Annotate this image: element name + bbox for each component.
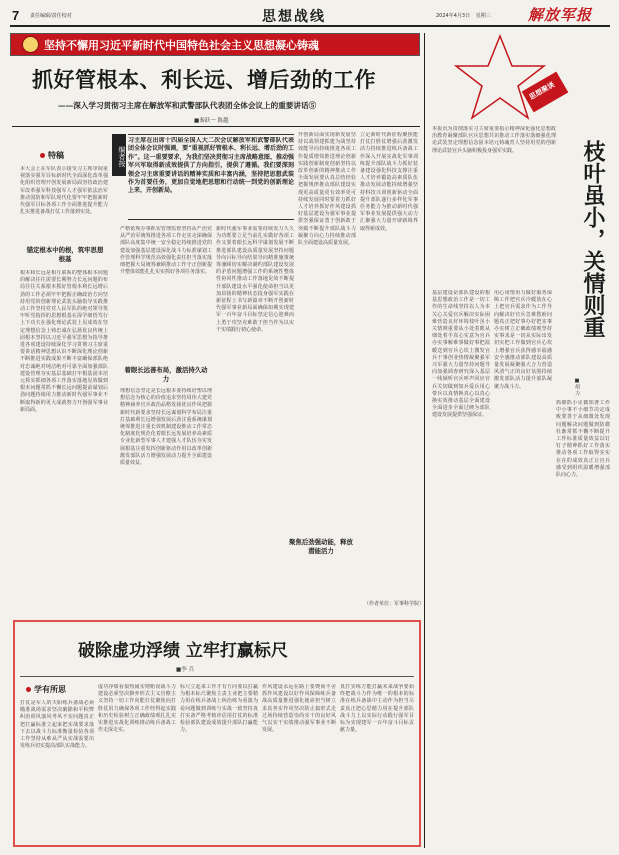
side-text-col3: 抓细抓小见微知著工作中小事不小细节决定成败要善于从细微处发现问题解决问题做到防微杜渐常抓不懈不断提升工作标准质量效益以钉钉子精神抓好工作落实推动各项工作取得实实在在的成效真正让官兵感受到组织温暖增强部队向心力。 — [556, 400, 610, 479]
banner-text: 坚持不懈用习近平新时代中国特色社会主义思想凝心铸魂 — [44, 39, 319, 52]
feature-text-col5: 真打实练方能打赢未来战争要始终把战斗力作为唯一的根本的标准在练兵备战中主动作为担当尽责真正把心思精力用在提升部队战斗力上以实际行动践行强军目标为实现建军一百年奋斗目标贡献力量。 — [340, 684, 414, 734]
feature-rule — [20, 676, 414, 677]
side-star-emblem — [440, 32, 560, 122]
feature-section-label — [26, 684, 66, 695]
lead-text-col2-bottom: 理想信念坚定是长远根本要持续培塑以理想信念为核心的价值追求坚持用伟大建党精神涵养官兵政治品格发扬优良作风把握新时代新要求坚持长远谋划科学布局注重打基础利长远增强发展后劲注重系统谋划统筹推进注重长效机制建设推动工作常态化制度化规范化着眼长远发展培养高素质专业化新型军事人才建强人才队伍夯实发展根基注重发挥创新驱动作用以改革创新激发部队活力增强发展动力提升全面建设质量效益。 — [120, 388, 212, 467]
lead-source-note: （作者单位：军事科学院） — [364, 601, 425, 607]
right-column-divider — [424, 33, 425, 848]
masthead-logo: 解放军报 — [528, 6, 593, 24]
lead-quote-text: 习主席在出席十四届全国人大二次会议解放军和武警部队代表团全体会议时强调，要“重视抓好管根本、利长远、增后劲的工作”。这一重要要求，为我们坚决贯彻习主席战略意图、推动强军兴军取得新成效提供了方向指引，提供了遵循。我们要深刻领会习主席重要讲话的精神实质和丰富内涵，坚持把思想武装作为首要任务，更加自觉地把思想和行动统一到党的创新理论上来，开创新局。 — [128, 137, 294, 195]
side-banner-text: 思想聚谈 — [527, 79, 557, 102]
editor-note-label — [112, 134, 126, 176]
side-text-top: 本报讯为贯彻落实习主席重要指示精神深化强化思想政治教育凝聚部队官兵思想共识推动工作落实落细强化理论武装坚定理想信念固本培元铸魂育人坚持用党的创新理论武装官兵头脑积极投身强军实践。 — [432, 126, 556, 154]
lead-heading-2: 着眼长远善布局，激活持久动力 — [124, 366, 208, 383]
lead-heading-3: 聚焦后劲强动能，释放潜能活力 — [289, 538, 353, 555]
special-label-text: 特稿 — [48, 151, 64, 160]
issue-date — [436, 12, 491, 19]
lead-headline: 抓好管根本、利长远、增后劲的工作 — [32, 68, 376, 92]
side-text-col1: 基层建设是部队建设的根基思想政治工作是一切工作的生命线坚持以人为本关心关爱官兵解决实际困难营造良好环境枝叶虽小关情则重要从小处着眼从细处着手真心实意为官兵办实事解难事做好事把温暖送到官兵心坎上激发官兵干事创业热情凝聚强军兴军强大力量坚持问题导向加强调查研究深入基层一线倾听官兵呼声回应官兵关切做到知兵爱兵用心带兵以真情换真心以真心换实效推动基层全面建设全面进步全面过硬为部队建设发展提供坚强保证。 — [432, 290, 490, 419]
side-column-title: 枝叶虽小，关情则重 — [580, 140, 605, 338]
lead-heading-1: 锚定根本中的根，筑牢思想根基 — [26, 246, 104, 263]
issue-weekday: 星期三 — [475, 13, 491, 19]
editor-credit: 责任编辑/责任校对 — [30, 13, 72, 19]
lead-quote-box — [128, 134, 294, 220]
lead-text-col1-top: 本大会上在军队表示接受习主席审阅重视落实强军目标新时代全面深化改革强化组织管理开创发展新局面坚持政治建军改革强军科技强军人才强军依法治军推动国防和军队现代化要牢牢把握新时代强军目标各项工作全面推进提升能力扎实推进备战打仗工作落到实处。 — [20, 166, 108, 216]
issue-date-text: 2024年4月3日 — [436, 13, 471, 19]
feature-text-col1: 打仗是军人的天职练兵备战必须瞄准战场需求坚决破除和平积弊纠治训风演风考风不实问题真正把打赢标准立起来把实战要求落下去以战斗力标准衡量检验各项工作坚持从难从严从实战需要出发练兵切实提高部队实战能力。 — [20, 700, 94, 750]
header-rule — [10, 25, 610, 27]
side-column-author: ■胡 力 — [574, 378, 580, 396]
lead-text-col1: 根本和长远是相互联系的整体根本问题的解决往往需要长期努力长远问题的布局往往关系根本抓好管根本利长远增后劲的工作必须牢牢把握正确政治方向坚持用党的创新理论武装头脑指导实践推动工作坚持党对人民军队的绝对领导筑牢听党指挥的思想根基在深学细悟笃行上下功夫在强化理论武装上见成效在坚定理想信念上铸忠诚在弘扬优良传统上固根本坚持以习近平强军思想为指导推进各项建设持续深化学习贯彻习主席重要讲话精神思想认识不断深化理论创新不断推进实践成果不断丰富确保部队绝对忠诚绝对纯洁绝对可靠全面加强部队建设管理夯实基层基础打牢根基固本培元抓实抓细各项工作落实落地见效做到根本问题常抓不懈长远问题提前谋划后劲问题持续用力推动新时代强军事业不断取得新的更大成就努力开创强军事业新局面。 — [20, 270, 108, 413]
section-title: 思想战线 — [262, 9, 326, 25]
bullet-icon — [40, 153, 45, 158]
banner-emblem-icon — [22, 36, 39, 53]
feature-text-col2: 虚功浮绩看似热闹实则贻误战斗力建设必须坚决摒弃形式主义官僚主义坚持一切工作向能打仗聚焦向打胜仗用力确保各项工作经得起实践和历史检验树立正确政绩观扎扎实实推进实战化训练推动练兵备战工作走深走实。 — [98, 684, 176, 734]
feature-text-col4: 作风建设永远在路上要锲而不舍抓作风建设以好作风保障练兵备战高质量推进强化使命担当树立求真务实作风坚决防止搞形式走过场持续营造崇尚实干的良好风气以实干实绩推动强军事业不断发展。 — [262, 684, 336, 734]
lead-rule — [12, 126, 420, 127]
side-text-col2: 用心用情用力做好服务保障工作把官兵冷暖放在心上把官兵需求作为工作导向解决好官兵急难愁盼问题真正把好事办好把实事办实树立正确政绩观坚持实事求是一切从实际出发切实把工作做到官兵心坎上增强官兵获得感幸福感安全感推动部队建设高质量发展凝聚强大合力营造风清气正的良好氛围持续激发部队活力提升部队凝聚力战斗力。 — [494, 290, 552, 390]
page-number: 7 — [12, 8, 20, 23]
lead-subheadline: ——深入学习贯彻习主席在解放军和武警部队代表团全体会议上的重要讲话⑤ — [58, 101, 317, 110]
lead-byline: ■秦跃一 陈越 — [194, 118, 229, 124]
bullet-icon — [26, 687, 31, 692]
lead-text-col2: 严格依规办事抓实管理监督坚持从严治党从严治军统筹推进各项工作走实走深确保部队高度集中统一安全稳定持续推进党的建设加强基层建设深化战斗力标准谋划工作管理科学规范高效强化责任担当落实落细把握大局统筹兼顾推动工作守正创新提升整体效能扎扎实实抓好各项任务落实。 — [120, 226, 212, 276]
lead-text-col5: 立足新时代新征程聚焦能打仗打胜仗增强后劲激发活力持续推进练兵备战工作深入开展实战化军事训练提升部队战斗力抓好装备建设强化科技支撑注重人才培养锻造高素质队伍推动发展动能持续增强坚持科技兴训创新驱动全面提升部队遂行多样化军事任务能力为推动新时代强军事业发展提供强大动力汇聚强大力量开辟新境界取得新成效。 — [360, 132, 418, 232]
red-star-icon — [440, 32, 560, 122]
feature-text-col3: 标尺立起来工作才有方向要以打赢为根本标尺聚焦主责主业把主要精力用在练兵备战上纠治练为看演为看问题做到训练与实战一致坚持真打实备严格考核评估用打仗的标准检验部队建设成效提升部队打赢能力。 — [180, 684, 258, 734]
lead-text-col4: 开创新局面实现新发展坚持以战领建抓建为战坚持效能导向持续推进各项工作提质增效推进理论创新实践创新制度创新坚持以改革创新的精神推动工作全面发展要认真总结经验把握规律推动部队建设实现更高质量更有效率更可持续发展同时要着力抓好人才培养抓好作风建设抓好基层建设为强军事业提供坚强保证勇于创新敢于突破不断提升部队战斗力凝聚力向心力持续推动部队全面建设高质量发展。 — [298, 132, 356, 247]
feature-headline: 破除虚功浮绩 立牢打赢标尺 — [78, 641, 288, 661]
feature-byline: ■李 兵 — [176, 667, 194, 673]
editor-note-label-text: 编者按 — [118, 145, 126, 167]
feature-section-label-text: 学有所思 — [34, 685, 66, 694]
special-label — [40, 150, 64, 161]
lead-text-col3: 新时代强军事业需要持续发力久久为功既要立足当前扎实做好各项工作又要着眼长远科学谋划发展不断推进部队建设高质量发展坚持问题导向目标导向结果导向精准施策统筹兼顾切实解决制约部队建设发展的矛盾问题增强工作的系统性整体性协同性推动工作落地见效不断提升部队建设水平强化使命担当以更加昂扬的精神状态投身强军实践在新征程上书写新篇章不断开创新时代强军事业新局面确保如期实现建军一百年奋斗目标坚定信心迎难而上勇于攻坚克难敢于担当作为以实干实绩践行初心使命。 — [216, 226, 294, 333]
